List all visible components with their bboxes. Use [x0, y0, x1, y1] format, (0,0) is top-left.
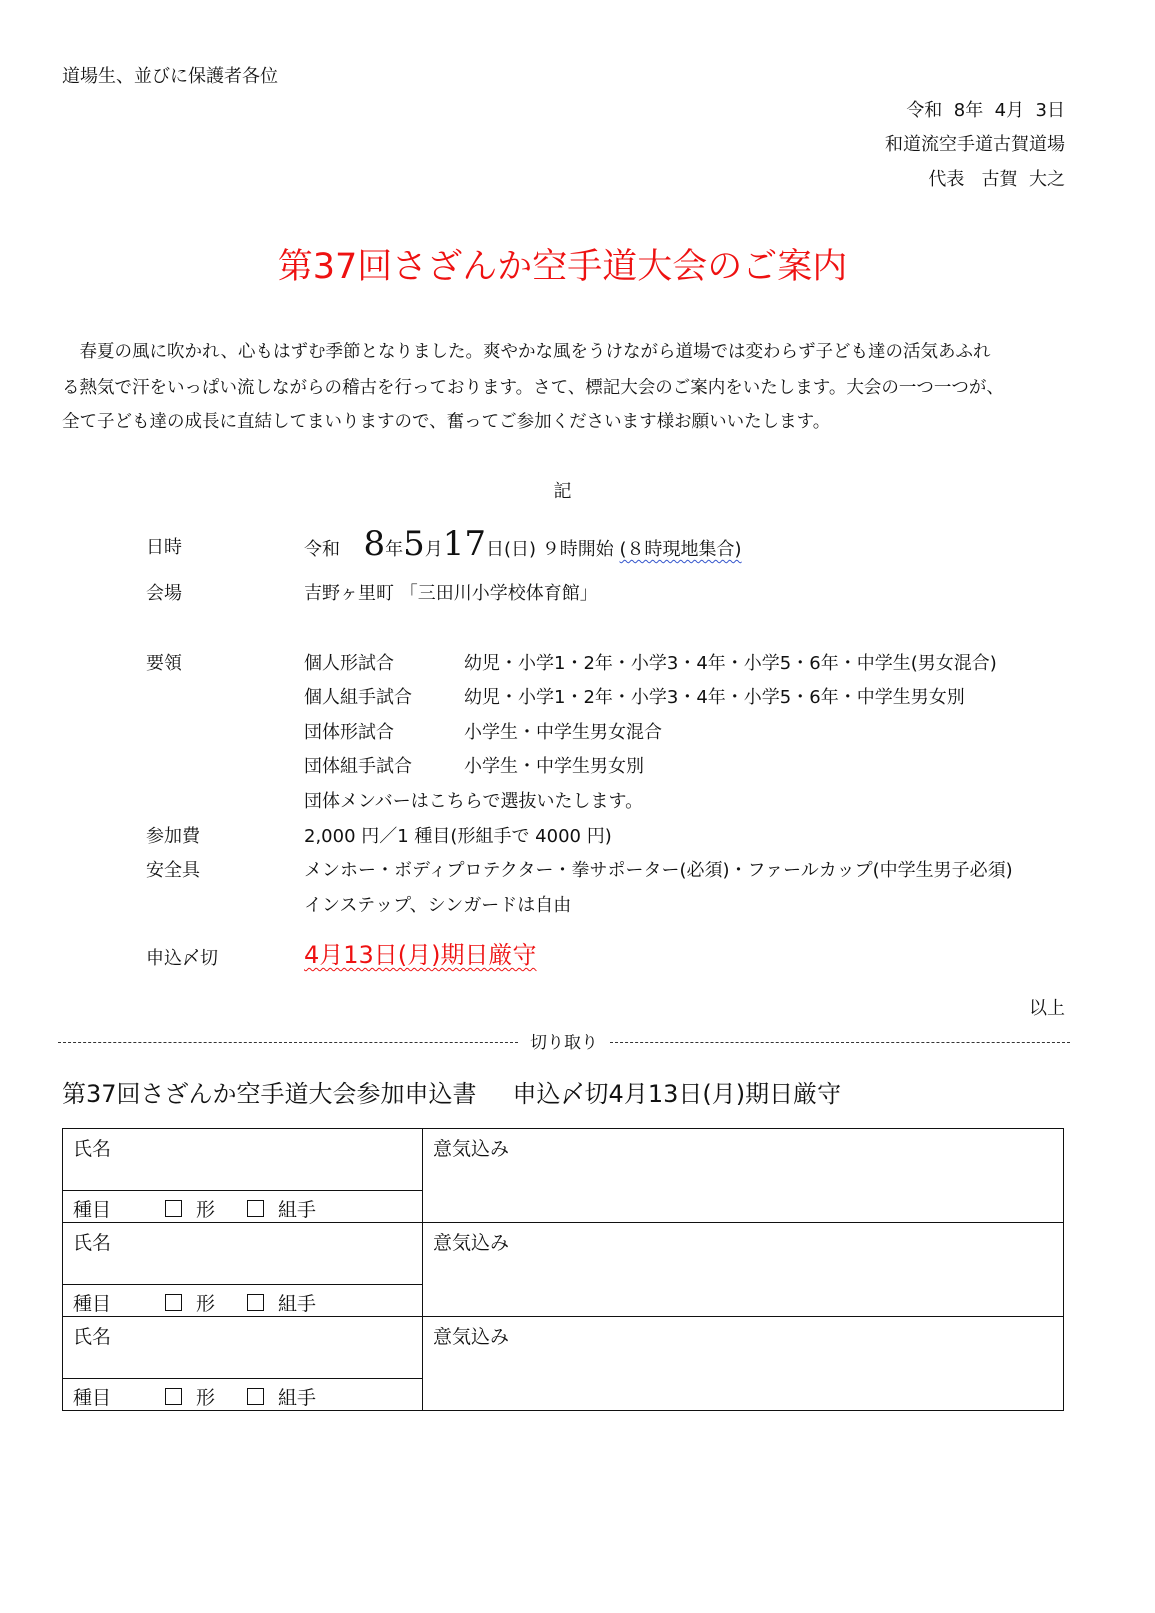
rule-name: 個人組手試合: [304, 687, 412, 708]
cut-line: [58, 1032, 1070, 1054]
kumite-checkbox[interactable]: [247, 1388, 264, 1405]
kumite-option-label: 組手: [278, 1293, 317, 1315]
rule-description: 小学生・中学生男女混合: [464, 722, 662, 743]
dashed-divider: [58, 1042, 518, 1043]
dashed-divider: [610, 1042, 1070, 1043]
event-day: 17: [442, 524, 487, 564]
name-label: 氏名: [73, 1232, 112, 1254]
entry-row: [63, 1317, 1064, 1379]
rule-description: 幼児・小学1・2年・小学3・4年・小学5・6年・中学生男女別: [464, 687, 965, 708]
entry-row: [63, 1129, 1064, 1191]
closing-mark: 以上: [1029, 998, 1065, 1019]
datetime-value: [304, 524, 742, 564]
motivation-field[interactable]: [423, 1129, 1064, 1223]
motivation-field[interactable]: [423, 1223, 1064, 1317]
deadline-label: 申込〆切: [146, 948, 218, 969]
gather-time: (８時現地集合): [619, 539, 742, 560]
document-title: 第37回さざんか空手道大会のご案内: [277, 247, 848, 287]
application-form-deadline: 申込〆切4月13日(月)期日厳守: [512, 1080, 842, 1108]
kata-checkbox[interactable]: [165, 1388, 182, 1405]
safety-gear-optional: インステップ、シンガードは自由: [304, 895, 572, 916]
intro-paragraph-line: 全て子ども達の成長に直結してまいりますので、奮ってご参加くださいます様お願いいたします。: [62, 412, 831, 432]
name-field[interactable]: [63, 1317, 423, 1379]
organization-name: 和道流空手道古賀道場: [885, 134, 1065, 155]
day-unit: 日(日): [486, 539, 537, 560]
name-field[interactable]: [63, 1129, 423, 1191]
kata-checkbox[interactable]: [165, 1200, 182, 1217]
entry-row: [63, 1223, 1064, 1285]
year-unit: 年: [385, 539, 404, 560]
kumite-checkbox[interactable]: [247, 1200, 264, 1217]
application-form-title: 第37回さざんか空手道大会参加申込書: [62, 1080, 477, 1108]
fee-label: 参加費: [146, 826, 200, 847]
event-label: 種目: [73, 1293, 112, 1315]
event-field: [63, 1285, 423, 1317]
cut-label: 切り取り: [530, 1033, 598, 1053]
rule-name: 個人形試合: [304, 653, 394, 674]
fee-value: 2,000 円／1 種目(形組手で 4000 円): [304, 826, 612, 847]
name-label: 氏名: [73, 1326, 112, 1348]
kumite-option-label: 組手: [278, 1199, 317, 1221]
kata-option-label: 形: [196, 1387, 216, 1409]
rule-description: 幼児・小学1・2年・小学3・4年・小学5・6年・中学生(男女混合): [464, 653, 997, 674]
application-form-heading: [62, 1079, 841, 1109]
kumite-option-label: 組手: [278, 1387, 317, 1409]
rules-label: 要領: [146, 653, 182, 674]
representative-name: 代表 古賀 大之: [928, 169, 1065, 190]
issue-date: 令和 8年 4月 3日: [906, 100, 1065, 121]
event-month: 5: [403, 524, 425, 564]
safety-gear-required: メンホー・ボディプロテクター・拳サポーター(必須)・ファールカップ(中学生男子必須): [304, 860, 1013, 881]
kata-option-label: 形: [196, 1293, 216, 1315]
motivation-label: 意気込み: [433, 1232, 510, 1254]
motivation-label: 意気込み: [433, 1138, 510, 1160]
event-year: 8: [363, 524, 386, 564]
event-field: [63, 1191, 423, 1223]
deadline-value: 4月13日(月)期日厳守: [304, 941, 537, 969]
motivation-field[interactable]: [423, 1317, 1064, 1411]
intro-paragraph-line: 春夏の風に吹かれ、心もはずむ季節となりました。爽やかな風をうけながら道場では変わらず子ども達の活気あふれ: [62, 342, 991, 362]
event-field: [63, 1379, 423, 1411]
salutation: 道場生、並びに保護者各位: [62, 66, 278, 87]
team-selection-note: 団体メンバーはこちらで選抜いたします。: [304, 791, 644, 812]
venue-label: 会場: [146, 583, 182, 604]
event-label: 種目: [73, 1199, 112, 1221]
name-field[interactable]: [63, 1223, 423, 1285]
event-label: 種目: [73, 1387, 112, 1409]
rule-name: 団体形試合: [304, 722, 394, 743]
safety-gear-label: 安全具: [146, 860, 200, 881]
name-label: 氏名: [73, 1138, 112, 1160]
era: 令和: [304, 539, 340, 560]
kata-option-label: 形: [196, 1199, 216, 1221]
rule-description: 小学生・中学生男女別: [464, 756, 644, 777]
month-unit: 月: [424, 539, 443, 560]
motivation-label: 意気込み: [433, 1326, 510, 1348]
venue-value: 吉野ヶ里町 「三田川小学校体育館」: [304, 583, 598, 604]
intro-paragraph-line: る熱気で汗をいっぱい流しながらの稽古を行っております。さて、標記大会のご案内をいたします。大会の一つ一つが、: [62, 378, 1004, 398]
start-time: ９時開始: [541, 539, 614, 560]
rule-name: 団体組手試合: [304, 756, 412, 777]
kata-checkbox[interactable]: [165, 1294, 182, 1311]
kumite-checkbox[interactable]: [247, 1294, 264, 1311]
ki-heading: 記: [553, 481, 572, 502]
entry-table: [62, 1128, 1064, 1411]
datetime-label: 日時: [146, 537, 182, 558]
